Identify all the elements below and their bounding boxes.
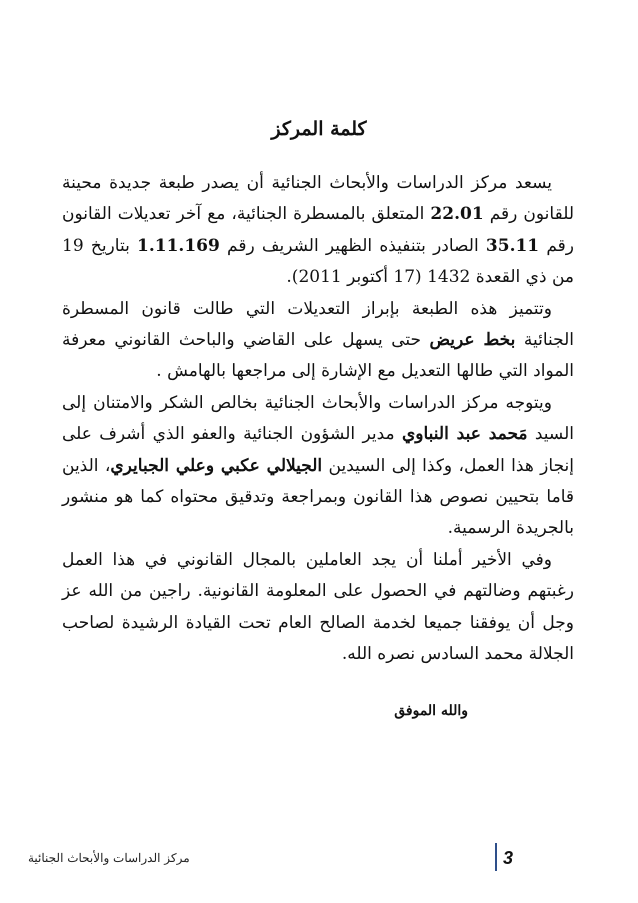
paragraph-4 [62, 545, 574, 671]
p1-text-a: يسعد مركز الدراسات والأبحاث الجنائية أن يصدر طبعة جديدة محينة للقانون رقم [62, 173, 575, 225]
p3-text-b: مدير الشؤون الجنائية والعفو الذي أشرف على إنجاز هذا العمل، وكذا إلى السيدين [62, 424, 574, 476]
reviewer-names: الجيلالي عكبي وعلي الجبايري [110, 455, 323, 476]
p4-text: وفي الأخير أملنا أن يجد العاملين بالمجال القانوني في هذا العمل رغبتهم وضالتهم في الحصول على المعلومة القانونية. راجين من الله عز وجل أن يوفقنا جميعا لخدمة الصالح العام تحت القيادة الرشيدة لصاحب الجلالة محمد السادس نصره الله. [62, 549, 574, 665]
p1-text-c: الصادر بتنفيذه الظهير الشريف رقم [219, 235, 486, 256]
p3-text-c: ، الذين قاما بتحيين نصوص هذا القانون وبمراجعة وتدقيق محتواه كما هو منشور بالجريدة الرسمية. [62, 455, 574, 539]
p1-text-d: بتاريخ 19 من ذي القعدة 1432 (17 أكتوبر 2011). [62, 235, 574, 288]
paragraph-3 [62, 388, 574, 545]
footer-org-name: مركز الدراسات والأبحاث الجنائية [28, 851, 190, 865]
p2-text-b: حتى يسهل على القاضي والباحث القانوني معرفة المواد التي طالها التعديل مع الإشارة إلى مراجعها بالهامش . [62, 330, 574, 382]
law-number: 22.01 [430, 204, 484, 225]
p1-text-b: المتعلق بالمسطرة الجنائية، مع آخر تعديلات القانون رقم [62, 204, 575, 256]
bold-phrase: بخط عريض [429, 330, 516, 351]
p3-text-a: ويتوجه مركز الدراسات والأبحاث الجنائية بخالص الشكر والامتنان إلى السيد [62, 392, 574, 445]
page-title: كلمة المركز [271, 118, 367, 140]
director-name: مَحمد عبد النباوي [401, 424, 528, 445]
dahir-number: 1.11.169 [137, 235, 220, 256]
paragraph-1 [62, 168, 574, 294]
paragraph-2 [62, 294, 574, 388]
footer-divider [495, 843, 497, 871]
body-text [62, 168, 574, 671]
closing-phrase: والله الموفق [394, 703, 468, 719]
p2-text-a: وتتميز هذه الطبعة بإبراز التعديلات التي طالت قانون المسطرة الجنائية [62, 298, 575, 351]
amend-number: 35.11 [485, 235, 540, 256]
page-number: 3 [503, 848, 514, 868]
